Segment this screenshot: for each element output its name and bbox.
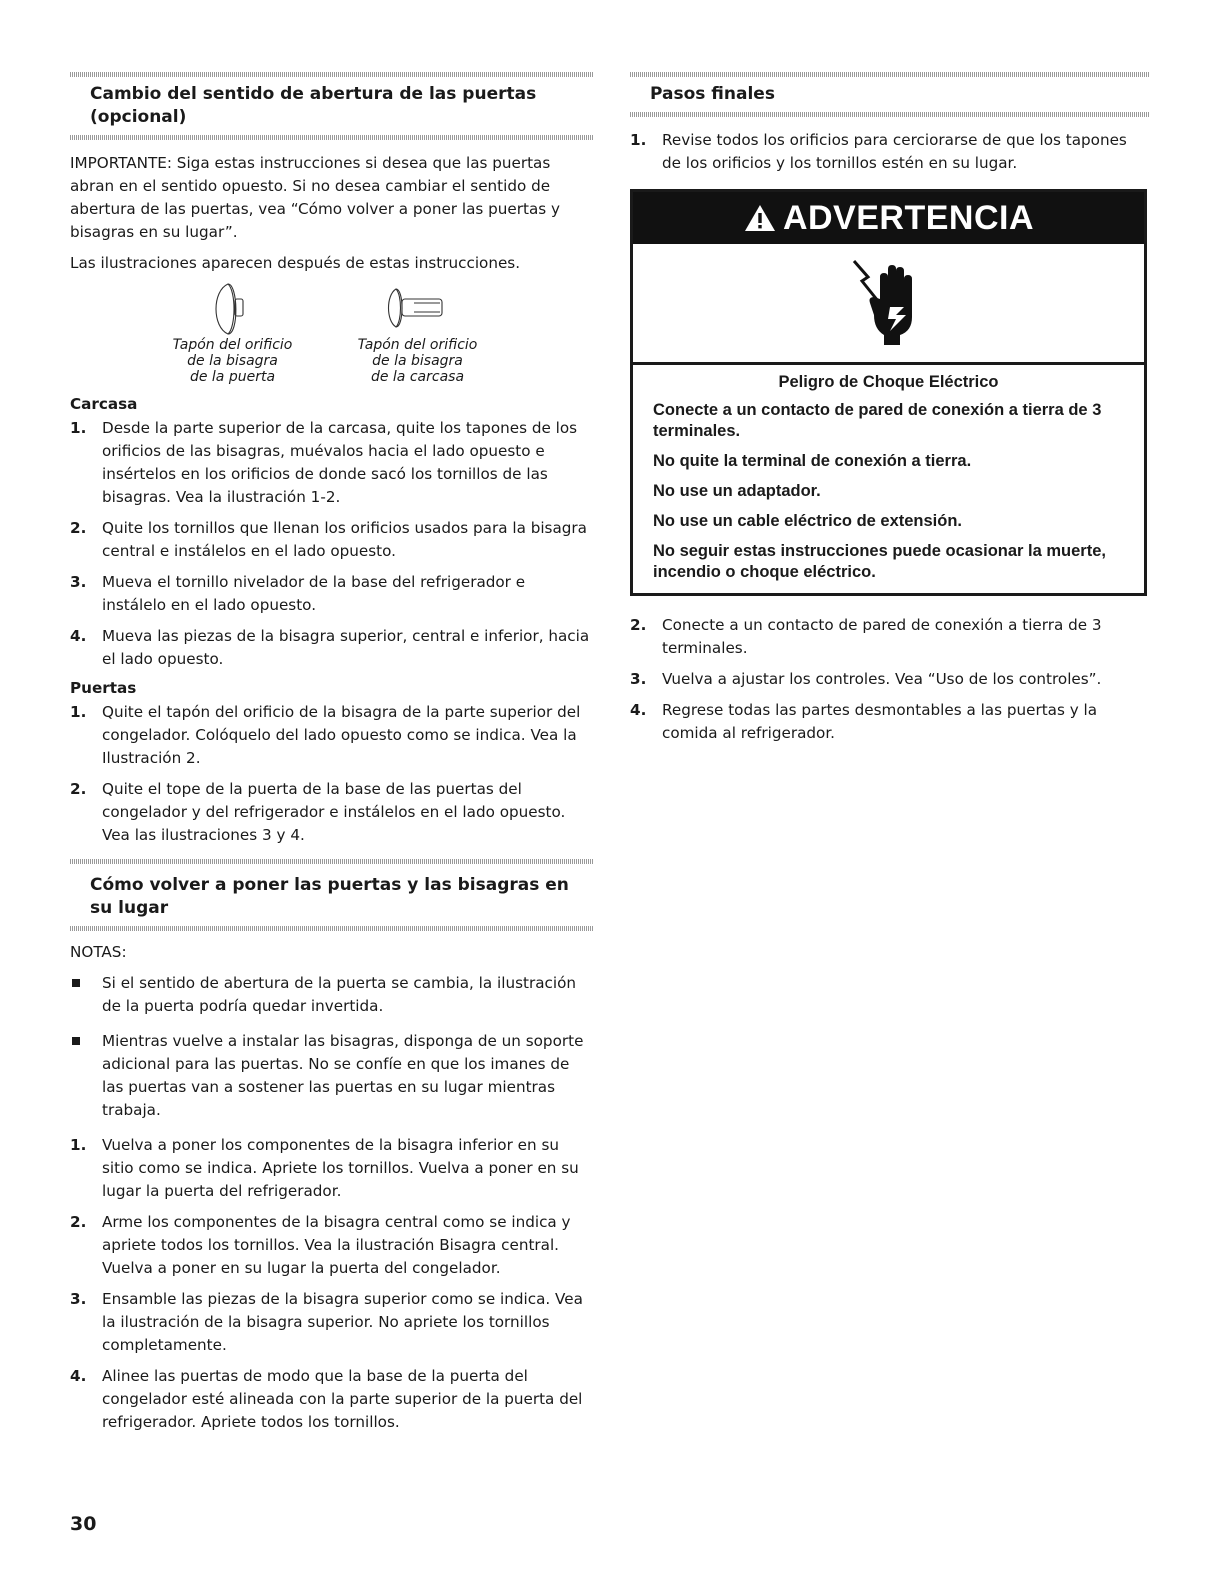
note-text: Mientras vuelve a instalar las bisagras, disponga de un soporte adicional para las puertas. No se confíe en que los imanes de las puertas van a sostener las puertas en su lugar mientras trabaja. [102, 1032, 584, 1119]
bullet-square-icon [72, 1037, 80, 1045]
list-item [70, 1134, 594, 1203]
cabinet-hinge-plug-icon [380, 281, 456, 337]
step-text: Ensamble las piezas de la bisagra superior como se indica. Vea la ilustración de la bisagra superior. No apriete los tornillos completamente. [102, 1290, 583, 1354]
step-number: 1. [70, 419, 87, 437]
list-item [630, 668, 1150, 691]
step-text: Alinee las puertas de modo que la base de la puerta del congelador esté alineada con la parte superior de la puerta del refrigerador. Apriete todos los tornillos. [102, 1367, 583, 1431]
notes-list [70, 972, 594, 1122]
carcasa-steps [70, 417, 594, 671]
step-text: Regrese todas las partes desmontables a las puertas y la comida al refrigerador. [662, 701, 1098, 742]
list-item [70, 1211, 594, 1280]
door-hinge-plug-figure [150, 281, 315, 385]
list-item [70, 701, 594, 770]
step-text: Quite el tope de la puerta de la base de las puertas del congelador y del refrigerador e instálelos en el lado opuesto. Vea las ilustraciones 3 y 4. [102, 780, 566, 844]
reinstall-steps [70, 1134, 594, 1434]
hinge-plug-figures [70, 281, 594, 385]
electric-shock-hazard-icon [844, 255, 934, 351]
door-hinge-plug-icon [208, 281, 258, 337]
section-rule [70, 926, 594, 931]
step-number: 3. [70, 573, 87, 591]
warning-header-text: ADVERTENCIA [782, 198, 1035, 237]
final-steps-rest [630, 614, 1150, 745]
warning-line: No seguir estas instrucciones puede ocasionar la muerte, incendio o choque eléctrico. [653, 542, 1106, 581]
warning-line: No use un adaptador. [653, 482, 821, 500]
important-paragraph [70, 152, 594, 244]
step-number: 4. [70, 1367, 87, 1385]
list-item [70, 1030, 594, 1122]
step-text: Vuelva a poner los componentes de la bisagra inferior en su sitio como se indica. Apriete los tornillos. Vuelva a poner en su lugar la puerta del refrigerador. [102, 1136, 579, 1200]
list-item [70, 1365, 594, 1434]
caption-line: Tapón del orificio [172, 337, 293, 353]
caption-line: de la bisagra [372, 353, 463, 369]
step-number: 3. [630, 670, 647, 688]
important-text: Siga estas instrucciones si desea que las puertas abran en el sentido opuesto. Si no desea cambiar el sentido de abertura de las puertas, vea “Cómo volver a poner las puertas y bisagras en su lugar”. [70, 154, 560, 241]
warning-icon-area [633, 244, 1144, 362]
carcasa-heading: Carcasa [70, 395, 138, 413]
section-rule [70, 72, 594, 77]
caption-line: Tapón del orificio [357, 337, 478, 353]
step-number: 2. [70, 1213, 87, 1231]
warning-line: Conecte a un contacto de pared de conexión a tierra de 3 terminales. [653, 401, 1102, 440]
step-text: Desde la parte superior de la carcasa, quite los tapones de los orificios de las bisagras, muévalos hacia el lado opuesto e insértelos en los orificios de donde sacó los tornillos de las bisagras. Vea la ilustración 1-2. [102, 419, 578, 506]
section-rule [70, 859, 594, 864]
step-number: 4. [630, 701, 647, 719]
caption-line: de la carcasa [370, 369, 465, 385]
list-item [70, 778, 594, 847]
list-item [630, 614, 1150, 660]
note-text: Si el sentido de abertura de la puerta se cambia, la ilustración de la puerta podría quedar invertida. [102, 974, 576, 1015]
right-column [630, 0, 1150, 753]
step-number: 2. [630, 616, 647, 634]
warning-title: Peligro de Choque Eléctrico [778, 373, 999, 391]
caption-line: de la bisagra [187, 353, 278, 369]
list-item [70, 571, 594, 617]
page-number: 30 [70, 1513, 97, 1535]
caption-line: de la puerta [189, 369, 276, 385]
left-column [70, 0, 594, 1442]
step-text: Conecte a un contacto de pared de conexión a tierra de 3 terminales. [662, 616, 1102, 657]
list-item [630, 129, 1150, 175]
puertas-steps [70, 701, 594, 847]
step-number: 3. [70, 1290, 87, 1308]
section-title-door-swing: Cambio del sentido de abertura de las puertas (opcional) [90, 84, 537, 127]
step-number: 1. [630, 131, 647, 149]
step-text: Quite los tornillos que llenan los orificios usados para la bisagra central e instálelos en el lado opuesto. [102, 519, 587, 560]
warning-triangle-icon [743, 203, 777, 233]
section-rule [630, 112, 1150, 117]
step-number: 1. [70, 1136, 87, 1154]
section-title-reinstall-doors: Cómo volver a poner las puertas y las bisagras en su lugar [90, 875, 569, 918]
section-title-final-steps: Pasos finales [650, 84, 775, 104]
list-item [70, 517, 594, 563]
section-rule [70, 135, 594, 140]
step-text: Arme los componentes de la bisagra central como se indica y apriete todos los tornillos. Vea la ilustración Bisagra central. Vuelva a poner en su lugar la puerta del congelador. [102, 1213, 571, 1277]
warning-box [630, 189, 1147, 596]
list-item [630, 699, 1150, 745]
list-item [70, 417, 594, 509]
important-label: IMPORTANTE: [70, 154, 172, 172]
step-text: Quite el tapón del orificio de la bisagra de la parte superior del congelador. Colóquelo del lado opuesto como se indica. Vea la Ilustración 2. [102, 703, 581, 767]
step-text: Vuelva a ajustar los controles. Vea “Uso de los controles”. [662, 670, 1102, 688]
section-rule [630, 72, 1150, 77]
step-number: 2. [70, 780, 87, 798]
warning-header [633, 192, 1144, 244]
bullet-square-icon [72, 979, 80, 987]
puertas-heading: Puertas [70, 679, 137, 697]
step-number: 4. [70, 627, 87, 645]
warning-line: No quite la terminal de conexión a tierra. [653, 452, 972, 470]
step-number: 1. [70, 703, 87, 721]
step-text: Mueva el tornillo nivelador de la base del refrigerador e instálelo en el lado opuesto. [102, 573, 526, 614]
step-text: Revise todos los orificios para cerciorarse de que los tapones de los orificios y los tornillos estén en su lugar. [662, 131, 1127, 172]
notes-heading: NOTAS: [70, 943, 127, 961]
list-item [70, 972, 594, 1018]
warning-body [633, 365, 1144, 593]
list-item [70, 1288, 594, 1357]
list-item [70, 625, 594, 671]
final-steps-first [630, 129, 1150, 175]
warning-line: No use un cable eléctrico de extensión. [653, 512, 963, 530]
step-text: Mueva las piezas de la bisagra superior, central e inferior, hacia el lado opuesto. [102, 627, 590, 668]
cabinet-hinge-plug-figure [335, 281, 500, 385]
illustrations-note: Las ilustraciones aparecen después de estas instrucciones. [70, 254, 521, 272]
step-number: 2. [70, 519, 87, 537]
